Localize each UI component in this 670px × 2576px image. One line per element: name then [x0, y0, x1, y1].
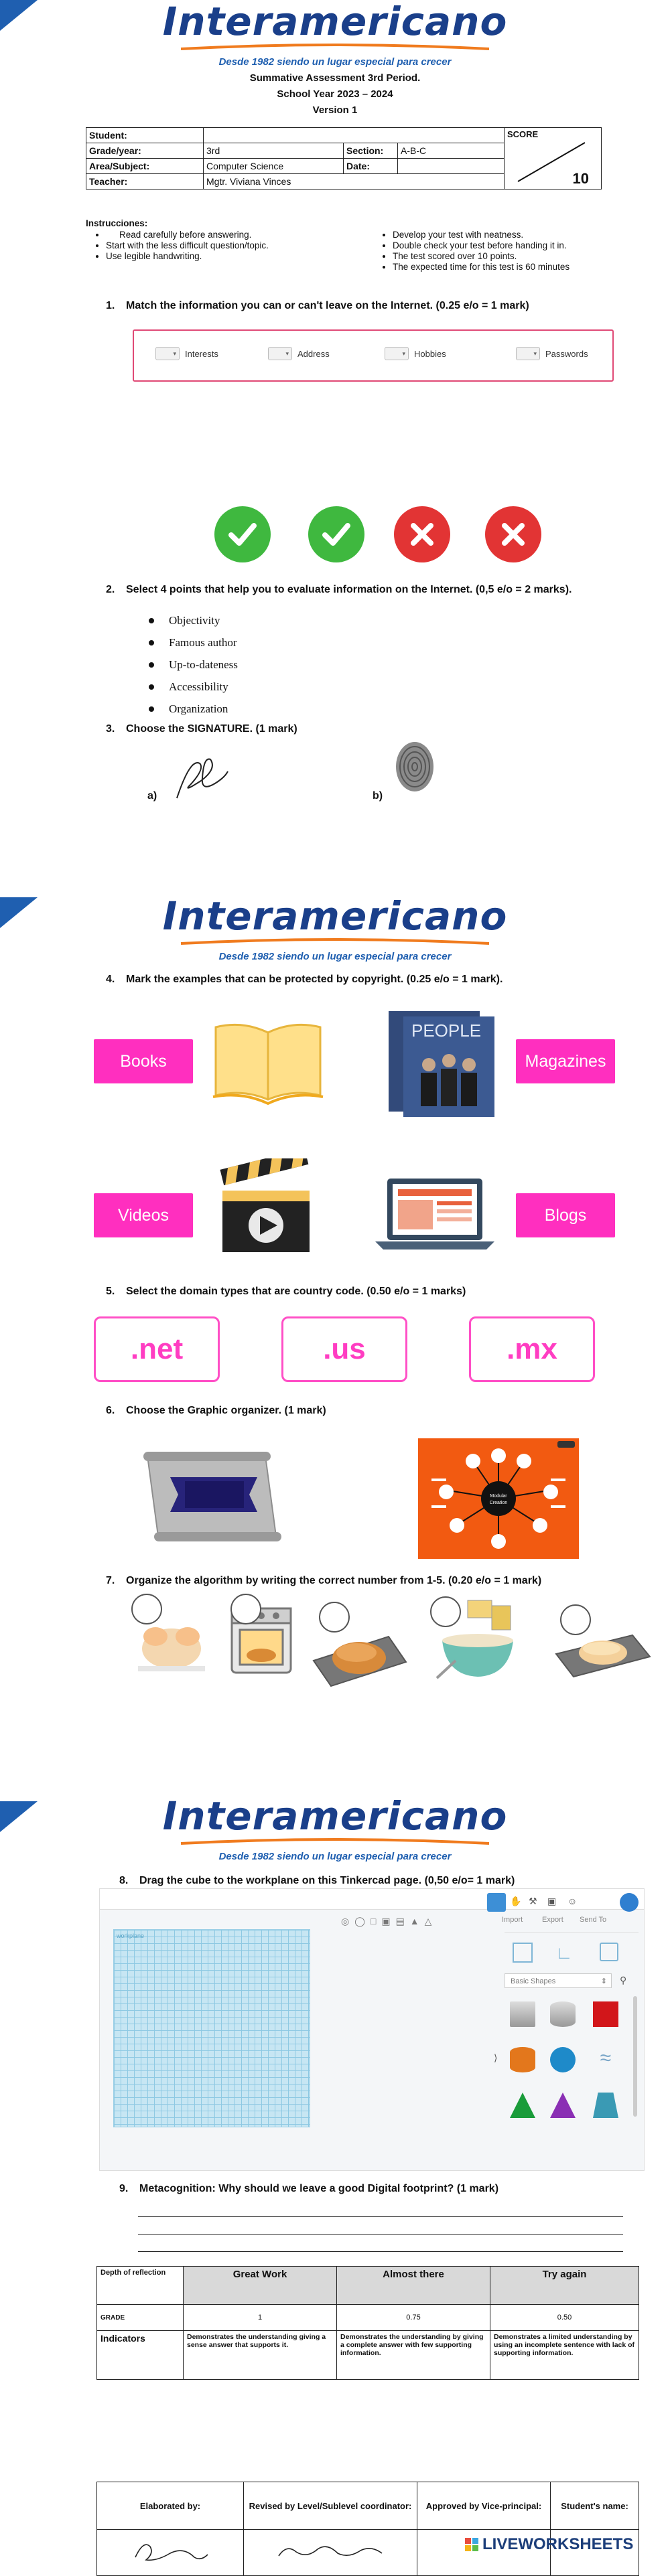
- hammer-icon[interactable]: ⚒: [529, 1896, 537, 1906]
- hand-icon[interactable]: ✋: [510, 1896, 522, 1906]
- clapperboard-image: [216, 1158, 316, 1258]
- q2-item[interactable]: Objectivity: [149, 609, 238, 631]
- liveworksheets-icon: [465, 2538, 478, 2551]
- tinkercad-top-bar: [100, 1889, 644, 1910]
- shape-cylinder-hole[interactable]: [550, 2001, 576, 2027]
- svg-text:Modular: Modular: [490, 1494, 507, 1499]
- logo-tagline: Desde 1982 siendo un lugar especial para crecer: [218, 951, 452, 962]
- rubric-indicator: Demonstrates a limited understanding by using an incomplete sentence with lack of supporting information.: [490, 2331, 639, 2380]
- graphic-organizer-image[interactable]: [418, 1438, 579, 1559]
- q1-dropdown[interactable]: [385, 347, 446, 360]
- send-to-button[interactable]: Send To: [580, 1916, 607, 1924]
- book-image: [209, 1016, 327, 1108]
- laptop-blog-image: [373, 1175, 497, 1254]
- workplane[interactable]: [113, 1929, 310, 2127]
- q2-item[interactable]: Accessibility: [149, 676, 238, 698]
- instruction-item: • Start with the less difficult question/topic.: [106, 240, 354, 250]
- school-logo: [0, 0, 670, 68]
- books-button[interactable]: Books: [94, 1039, 193, 1083]
- cross-icon: [394, 506, 450, 562]
- option-b-label: b): [373, 790, 383, 802]
- rubric-indicator: Demonstrates the understanding giving a sense answer that supports it.: [184, 2331, 337, 2380]
- magazines-button[interactable]: Magazines: [516, 1039, 615, 1083]
- area-label: Area/Subject:: [86, 159, 204, 174]
- notes-icon[interactable]: [600, 1943, 618, 1961]
- instructions-left: [86, 218, 354, 262]
- score-label: SCORE: [507, 129, 539, 139]
- step-number-input[interactable]: [230, 1594, 261, 1624]
- handwritten-signature: [273, 2539, 387, 2565]
- rubric-grade-label: GRADE: [97, 2305, 184, 2331]
- school-logo: [0, 895, 670, 962]
- instructions-title: Instrucciones:: [86, 218, 148, 228]
- search-icon[interactable]: ⚲: [620, 1975, 627, 1985]
- rubric-head: Almost there: [337, 2267, 490, 2305]
- logo-swoosh: [178, 42, 492, 52]
- student-info-table: [86, 127, 602, 190]
- check-icon: [308, 506, 364, 562]
- liveworksheets-text: LIVEWORKSHEETS: [482, 2535, 634, 2553]
- sig-head: Approved by Vice-principal:: [417, 2482, 551, 2530]
- shapes-select[interactable]: Basic Shapes ⇕: [505, 1973, 612, 1988]
- q2-item[interactable]: Famous author: [149, 631, 238, 654]
- question-8: 8. Drag the cube to the workplane on this Tinkercad page. (0,50 e/o= 1 mark): [119, 1875, 515, 1886]
- q1-dropdown[interactable]: [155, 347, 218, 360]
- q2-item[interactable]: Organization: [149, 698, 238, 720]
- question-7: 7. Organize the algorithm by writing the correct number from 1-5. (0.20 e/o = 1 mark): [106, 1575, 542, 1586]
- question-2: 2. Select 4 points that help you to evaluate information on the Internet. (0,5 e/o = 2 marks).: [106, 584, 572, 595]
- grade-label: Grade/year:: [86, 143, 204, 159]
- q1-dropdown-area: [133, 329, 614, 382]
- test-title: Summative Assessment 3rd Period.: [249, 72, 421, 84]
- q1-option-label: Passwords: [545, 348, 588, 359]
- workplane-label: workplane: [117, 1933, 145, 1939]
- sig-head: Elaborated by:: [97, 2482, 244, 2530]
- svg-text:PEOPLE: PEOPLE: [411, 1020, 482, 1041]
- domain-option-us[interactable]: .us: [281, 1316, 407, 1382]
- cross-icon: [485, 506, 541, 562]
- magazine-image: [385, 1007, 498, 1118]
- briefcase-icon[interactable]: ▣: [547, 1896, 557, 1906]
- tinkercad-editor: [99, 1888, 645, 2171]
- shape-cube[interactable]: [593, 2001, 618, 2027]
- shape-cylinder[interactable]: [510, 2047, 535, 2072]
- instruction-item: • Double check your test before handing it in.: [393, 240, 641, 250]
- box-outline-icon[interactable]: [513, 1943, 533, 1963]
- version: Version 1: [312, 104, 358, 116]
- q1-option-label: Hobbies: [414, 348, 446, 359]
- chevron-down-icon: ▾: [516, 347, 540, 360]
- rubric-indicator: Demonstrates the understanding by giving a complete answer with few supporting information.: [337, 2331, 490, 2380]
- instruction-item: • Use legible handwriting.: [106, 251, 354, 261]
- panel-scrollbar[interactable]: [633, 1996, 637, 2117]
- student-label: Student:: [86, 128, 204, 143]
- instruction-item: • Develop your test with neatness.: [393, 230, 641, 240]
- add-user-icon[interactable]: ☺: [567, 1896, 578, 1906]
- check-icon: [214, 506, 271, 562]
- question-5: 5. Select the domain types that are country code. (0.50 e/o = 1 marks): [106, 1286, 466, 1297]
- section-label: Section:: [344, 143, 398, 159]
- question-4: 4. Mark the examples that can be protected by copyright. (0.25 e/o = 1 mark).: [106, 974, 503, 985]
- rubric-indicators-label: Indicators: [97, 2331, 184, 2380]
- chevron-down-icon: ▾: [268, 347, 292, 360]
- signature-revised: [244, 2530, 417, 2576]
- instructions-right: [373, 229, 641, 273]
- q1-option-label: Address: [297, 348, 330, 359]
- domain-option-mx[interactable]: .mx: [469, 1316, 595, 1382]
- videos-button[interactable]: Videos: [94, 1193, 193, 1237]
- q2-list: [149, 609, 238, 720]
- q1-option-label: Interests: [185, 348, 218, 359]
- date-label: Date:: [344, 159, 398, 174]
- rubric-head: Great Work: [184, 2267, 337, 2305]
- avatar[interactable]: [620, 1893, 639, 1912]
- question-6: 6. Choose the Graphic organizer. (1 mark): [106, 1405, 326, 1416]
- logo-wordmark: Interamericano: [162, 1793, 508, 1839]
- logo-tagline: Desde 1982 siendo un lugar especial para crecer: [218, 56, 452, 68]
- fingerprint-image[interactable]: [391, 739, 438, 794]
- rubric-grade-value: 0.75: [337, 2305, 490, 2331]
- domain-option-net[interactable]: .net: [94, 1316, 220, 1382]
- shape-sphere[interactable]: [550, 2047, 576, 2072]
- step-number-input[interactable]: [430, 1596, 461, 1627]
- date-field[interactable]: [398, 159, 505, 174]
- rubric-grade-value: 0.50: [490, 2305, 639, 2331]
- signature-image[interactable]: [170, 751, 230, 805]
- rubric-table: [96, 2266, 639, 2380]
- collapse-panel-icon[interactable]: ⟩: [494, 2052, 498, 2063]
- blogs-button[interactable]: Blogs: [516, 1193, 615, 1237]
- logo-wordmark: Interamericano: [162, 893, 508, 939]
- step-number-input[interactable]: [131, 1594, 162, 1624]
- question-1: 1. Match the information you can or can't leave on the Internet. (0.25 e/o = 1 mark): [106, 300, 529, 311]
- question-9: 9. Metacognition: Why should we leave a good Digital footprint? (1 mark): [119, 2183, 499, 2194]
- rubric-grade-value: 1: [184, 2305, 337, 2331]
- edit-toolbar-icons[interactable]: ◎◯□▣▤▲△: [341, 1916, 438, 1926]
- instruction-item: • The expected time for this test is 60 minutes: [393, 262, 641, 272]
- step-number-input[interactable]: [319, 1602, 350, 1633]
- instruction-item: • The test scored over 10 points.: [393, 251, 641, 261]
- signature-elaborated: [97, 2530, 244, 2576]
- logo-wordmark: Interamericano: [162, 0, 508, 44]
- answer-line[interactable]: [138, 2216, 623, 2217]
- school-logo: [0, 1795, 670, 1862]
- chevron-down-icon: ⇕: [600, 1977, 607, 1985]
- chevron-down-icon: ▾: [155, 347, 180, 360]
- shape-round-roof[interactable]: [593, 2093, 618, 2118]
- rubric-head: Depth of reflection: [97, 2267, 184, 2305]
- liveworksheets-logo: [465, 2535, 633, 2554]
- score-box: [505, 128, 602, 190]
- export-button[interactable]: Export: [542, 1916, 563, 1924]
- rubric-head: Try again: [490, 2267, 639, 2305]
- answer-line[interactable]: [138, 2251, 623, 2252]
- logo-swoosh: [178, 1837, 492, 1846]
- sig-head: Student's name:: [551, 2482, 639, 2530]
- student-field[interactable]: [204, 128, 505, 143]
- teacher-value: Mgtr. Viviana Vinces: [204, 174, 505, 190]
- area-value: Computer Science: [204, 159, 344, 174]
- teacher-label: Teacher:: [86, 174, 204, 190]
- section-value: A-B-C: [398, 143, 505, 159]
- instruction-item: • Read carefully before answering.: [106, 230, 354, 240]
- q1-dropdown[interactable]: [268, 347, 330, 360]
- svg-text:Creation: Creation: [489, 1501, 508, 1505]
- shape-cone[interactable]: [550, 2093, 576, 2118]
- logo-swoosh: [178, 937, 492, 946]
- school-year: School Year 2023 – 2024: [277, 88, 393, 100]
- shape-box-hole[interactable]: [510, 2001, 535, 2027]
- logo-tagline: Desde 1982 siendo un lugar especial para crecer: [218, 1851, 452, 1862]
- question-3: 3. Choose the SIGNATURE. (1 mark): [106, 723, 297, 735]
- scroll-banner-image: [138, 1446, 289, 1545]
- grade-value: 3rd: [204, 143, 344, 159]
- q1-dropdown[interactable]: [516, 347, 588, 360]
- sig-head: Revised by Level/Sublevel coordinator:: [244, 2482, 417, 2530]
- ruler-icon[interactable]: ∟: [555, 1943, 573, 1963]
- shape-scribble[interactable]: ≈: [600, 2047, 612, 2069]
- import-button[interactable]: Import: [502, 1916, 523, 1924]
- grid-view-icon[interactable]: [487, 1893, 506, 1912]
- step-number-input[interactable]: [560, 1604, 591, 1635]
- q2-item[interactable]: Up-to-dateness: [149, 654, 238, 676]
- chevron-down-icon: ▾: [385, 347, 409, 360]
- shape-roof[interactable]: [510, 2093, 535, 2118]
- option-a-label: a): [147, 790, 157, 802]
- score-value: 10: [572, 170, 589, 187]
